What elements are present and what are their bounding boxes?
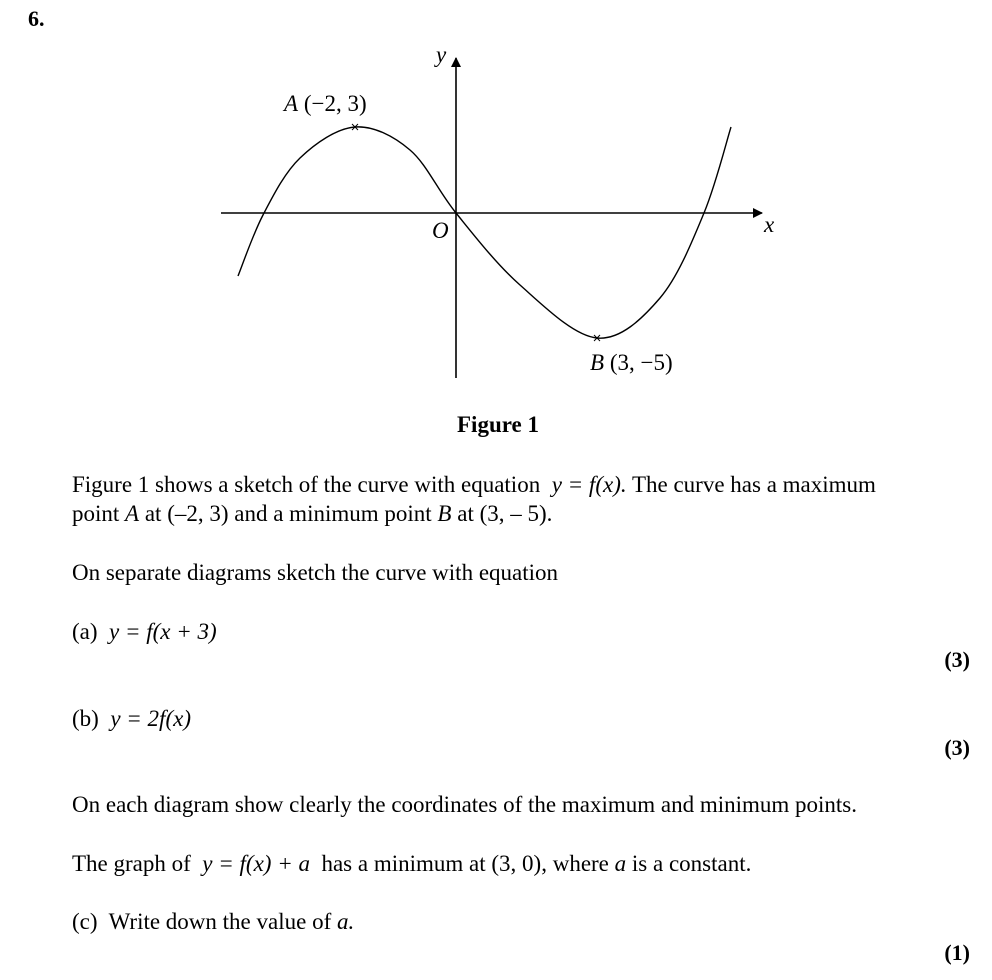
part-b-equation: y = 2f(x) (110, 706, 191, 731)
part-b-marks: (3) (944, 735, 970, 760)
part-a-equation: y = f(x + 3) (109, 619, 217, 644)
part-c-label: (c) (72, 909, 98, 934)
point-b-label (590, 350, 673, 375)
part-a-marks: (3) (944, 647, 970, 672)
point-a-label (282, 91, 367, 116)
part-b-label: (b) (72, 706, 99, 731)
question-number: 6. (28, 6, 45, 31)
intro-text-3: point (72, 501, 120, 526)
intro-paragraph (72, 470, 972, 528)
graph-of-text-1: The graph of (72, 851, 191, 876)
part-c-constant: a. (337, 909, 355, 934)
part-a (72, 617, 972, 646)
part-a-label: (a) (72, 619, 98, 644)
separate-diagrams-text: On separate diagrams sketch the curve with equation (72, 560, 559, 585)
figure-1-graph (0, 0, 992, 400)
each-diagram-text: On each diagram show clearly the coordinates of the maximum and minimum points. (72, 792, 857, 817)
intro-text-5: at (3, – 5). (457, 501, 553, 526)
origin-label: O (432, 218, 449, 243)
intro-point-a: A (125, 501, 140, 526)
intro-text-2: The curve has a maximum (631, 472, 876, 497)
graph-of-paragraph (72, 849, 972, 878)
y-axis-label: y (436, 42, 447, 67)
graph-of-constant: a (614, 851, 627, 876)
graph-of-text-2: has a minimum at (3, 0), where (321, 851, 609, 876)
part-c (72, 907, 972, 936)
intro-text-4: at (–2, 3) and a minimum point (144, 501, 432, 526)
graph-of-text-3: is a constant. (631, 851, 752, 876)
figure-caption: Figure 1 (457, 412, 539, 437)
part-c-marks: (1) (944, 940, 970, 965)
point-b-letter: B (590, 350, 605, 375)
graph-of-equation: y = f(x) + a (202, 851, 310, 876)
part-b (72, 704, 972, 733)
point-a-letter: A (284, 91, 299, 116)
curve-y-equals-f-of-x (238, 127, 731, 338)
intro-point-b: B (437, 501, 452, 526)
part-c-text: Write down the value of (108, 909, 332, 934)
intro-equation: y = f(x). (551, 472, 627, 497)
point-a-coords: (−2, 3) (303, 91, 367, 116)
point-b-coords: (3, −5) (609, 350, 673, 375)
intro-text-1: Figure 1 shows a sketch of the curve with equation (72, 472, 541, 497)
x-axis-label: x (764, 212, 775, 237)
